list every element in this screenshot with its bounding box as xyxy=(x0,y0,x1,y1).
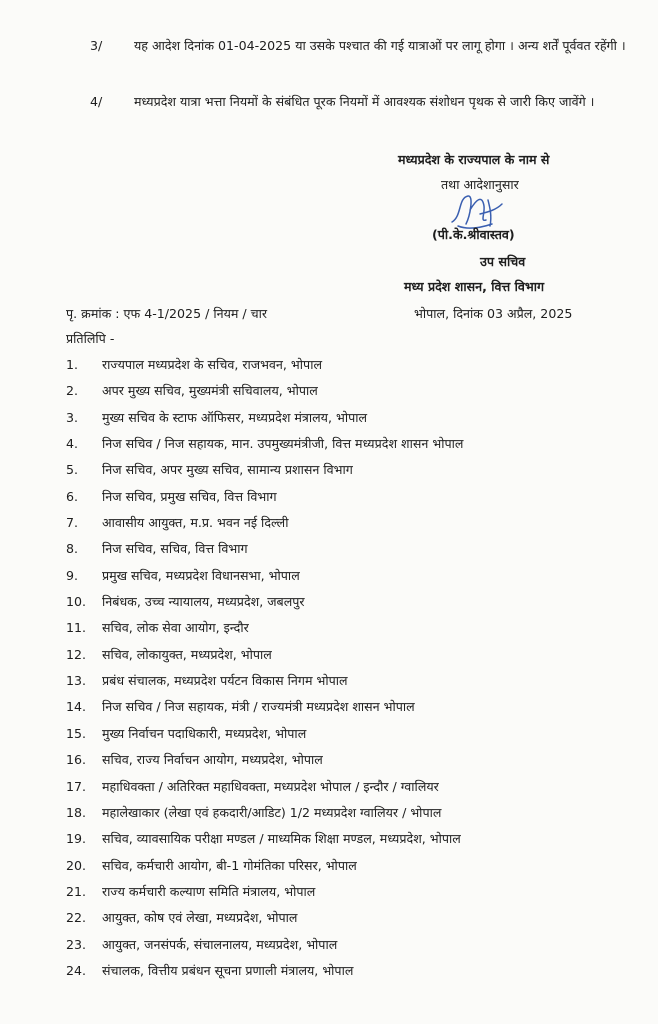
list-item xyxy=(66,826,646,852)
list-item-number: 2. xyxy=(66,383,79,399)
paragraph-number: 4/ xyxy=(90,94,103,109)
list-item xyxy=(66,879,646,905)
list-item-text: संचालक, वित्तीय प्रबंधन सूचना प्रणाली मंत्रालय, भोपाल xyxy=(102,962,354,978)
list-item-text: आवासीय आयुक्त, म.प्र. भवन नई दिल्ली xyxy=(102,515,289,531)
list-item-number: 3. xyxy=(66,409,79,425)
reference-number: पृ. क्रमांक : एफ 4-1/2025 / नियम / चार xyxy=(66,306,268,321)
paragraph-text: मध्यप्रदेश यात्रा भत्ता नियमों के संबंधित पूरक नियमों में आवश्यक संशोधन पृथक से जारी किए जावेंगे । xyxy=(134,94,595,109)
list-item-text: सचिव, लोक सेवा आयोग, इन्दौर xyxy=(102,620,249,636)
list-item-number: 23. xyxy=(66,936,87,952)
list-item-text: मुख्य सचिव के स्टाफ ऑफिसर, मध्यप्रदेश मंत्रालय, भोपाल xyxy=(102,409,368,425)
list-item-text: निबंधक, उच्च न्यायालय, मध्यप्रदेश, जबलपुर xyxy=(102,594,305,610)
list-item-number: 16. xyxy=(66,752,87,768)
list-item xyxy=(66,484,646,510)
list-item xyxy=(66,853,646,879)
authority-line: मध्यप्रदेश के राज्यपाल के नाम से xyxy=(398,152,550,167)
list-item-text: सचिव, कर्मचारी आयोग, बी-1 गोमंतिका परिसर, भोपाल xyxy=(102,857,357,873)
list-item-number: 20. xyxy=(66,857,87,873)
list-item-number: 10. xyxy=(66,594,87,610)
list-item-number: 9. xyxy=(66,567,79,583)
list-item-number: 13. xyxy=(66,673,87,689)
list-item xyxy=(66,589,646,615)
paragraph-number: 3/ xyxy=(90,38,103,53)
list-item-text: सचिव, लोकायुक्त, मध्यप्रदेश, भोपाल xyxy=(102,646,272,662)
list-item xyxy=(66,958,646,984)
list-item xyxy=(66,536,646,562)
list-item-text: निज सचिव / निज सहायक, मान. उपमुख्यमंत्रीजी, वित्त मध्यप्रदेश शासन भोपाल xyxy=(102,436,464,452)
list-item-number: 8. xyxy=(66,541,79,557)
list-item-number: 18. xyxy=(66,804,87,820)
list-item-text: सचिव, राज्य निर्वाचन आयोग, मध्यप्रदेश, भोपाल xyxy=(102,752,323,768)
list-item-number: 22. xyxy=(66,910,87,926)
list-item-text: राज्यपाल मध्यप्रदेश के सचिव, राजभवन, भोपाल xyxy=(102,357,323,372)
place-date: भोपाल, दिनांक 03 अप्रैल, 2025 xyxy=(414,306,573,321)
signatory-office: मध्य प्रदेश शासन, वित्त विभाग xyxy=(404,279,545,294)
list-item-text: आयुक्त, कोष एवं लेखा, मध्यप्रदेश, भोपाल xyxy=(102,910,298,926)
paragraph-4 xyxy=(66,92,626,112)
list-item-number: 17. xyxy=(66,778,87,794)
list-item-number: 15. xyxy=(66,725,87,741)
copy-heading: प्रतिलिपि - xyxy=(66,331,115,346)
list-item xyxy=(66,378,646,404)
signatory-designation: उप सचिव xyxy=(480,254,526,269)
list-item-text: निज सचिव / निज सहायक, मंत्री / राज्यमंत्री मध्यप्रदेश शासन भोपाल xyxy=(102,699,415,715)
list-item xyxy=(66,668,646,694)
list-item xyxy=(66,747,646,773)
list-item-number: 4. xyxy=(66,436,79,452)
list-item xyxy=(66,774,646,800)
list-item-text: महालेखाकार (लेखा एवं हकदारी/आडिट) 1/2 मध्यप्रदेश ग्वालियर / भोपाल xyxy=(102,804,442,820)
list-item xyxy=(66,352,646,378)
list-item xyxy=(66,615,646,641)
list-item-number: 7. xyxy=(66,515,79,531)
paragraph-3 xyxy=(66,36,626,56)
list-item-number: 19. xyxy=(66,831,87,847)
list-item xyxy=(66,694,646,720)
list-item-number: 1. xyxy=(66,357,79,372)
list-item-text: महाधिवक्ता / अतिरिक्त महाधिवक्ता, मध्यप्रदेश भोपाल / इन्दौर / ग्वालियर xyxy=(102,778,439,794)
list-item xyxy=(66,800,646,826)
paragraph-text: यह आदेश दिनांक 01-04-2025 या उसके पश्चात की गई यात्राओं पर लागू होगा । अन्य शर्तें पूर्ववत रहेंगी । xyxy=(134,38,626,53)
list-item-text: आयुक्त, जनसंपर्क, संचालनालय, मध्यप्रदेश, भोपाल xyxy=(102,936,338,952)
list-item xyxy=(66,405,646,431)
list-item xyxy=(66,510,646,536)
list-item xyxy=(66,642,646,668)
list-item-number: 24. xyxy=(66,962,87,978)
list-item xyxy=(66,721,646,747)
list-item-number: 5. xyxy=(66,462,79,478)
copy-list xyxy=(66,352,646,984)
order-line: तथा आदेशानुसार xyxy=(441,177,519,192)
list-item xyxy=(66,905,646,931)
list-item-text: प्रबंध संचालक, मध्यप्रदेश पर्यटन विकास निगम भोपाल xyxy=(102,673,348,689)
list-item xyxy=(66,457,646,483)
list-item-number: 14. xyxy=(66,699,87,715)
list-item-text: प्रमुख सचिव, मध्यप्रदेश विधानसभा, भोपाल xyxy=(102,567,300,583)
list-item xyxy=(66,431,646,457)
list-item-text: सचिव, व्यावसायिक परीक्षा मण्डल / माध्यमिक शिक्षा मण्डल, मध्यप्रदेश, भोपाल xyxy=(102,831,461,847)
list-item-number: 11. xyxy=(66,620,87,636)
signatory-name: (पी.के.श्रीवास्तव) xyxy=(432,227,515,242)
list-item-text: मुख्य निर्वाचन पदाधिकारी, मध्यप्रदेश, भोपाल xyxy=(102,725,307,741)
list-item-text: निज सचिव, सचिव, वित्त विभाग xyxy=(102,541,248,557)
list-item-text: अपर मुख्य सचिव, मुख्यमंत्री सचिवालय, भोपाल xyxy=(102,383,318,399)
list-item-number: 6. xyxy=(66,488,79,504)
list-item xyxy=(66,563,646,589)
list-item-text: राज्य कर्मचारी कल्याण समिति मंत्रालय, भोपाल xyxy=(102,883,316,899)
list-item xyxy=(66,932,646,958)
list-item-text: निज सचिव, प्रमुख सचिव, वित्त विभाग xyxy=(102,488,277,504)
list-item-text: निज सचिव, अपर मुख्य सचिव, सामान्य प्रशासन विभाग xyxy=(102,462,353,478)
list-item-number: 21. xyxy=(66,883,87,899)
list-item-number: 12. xyxy=(66,646,87,662)
